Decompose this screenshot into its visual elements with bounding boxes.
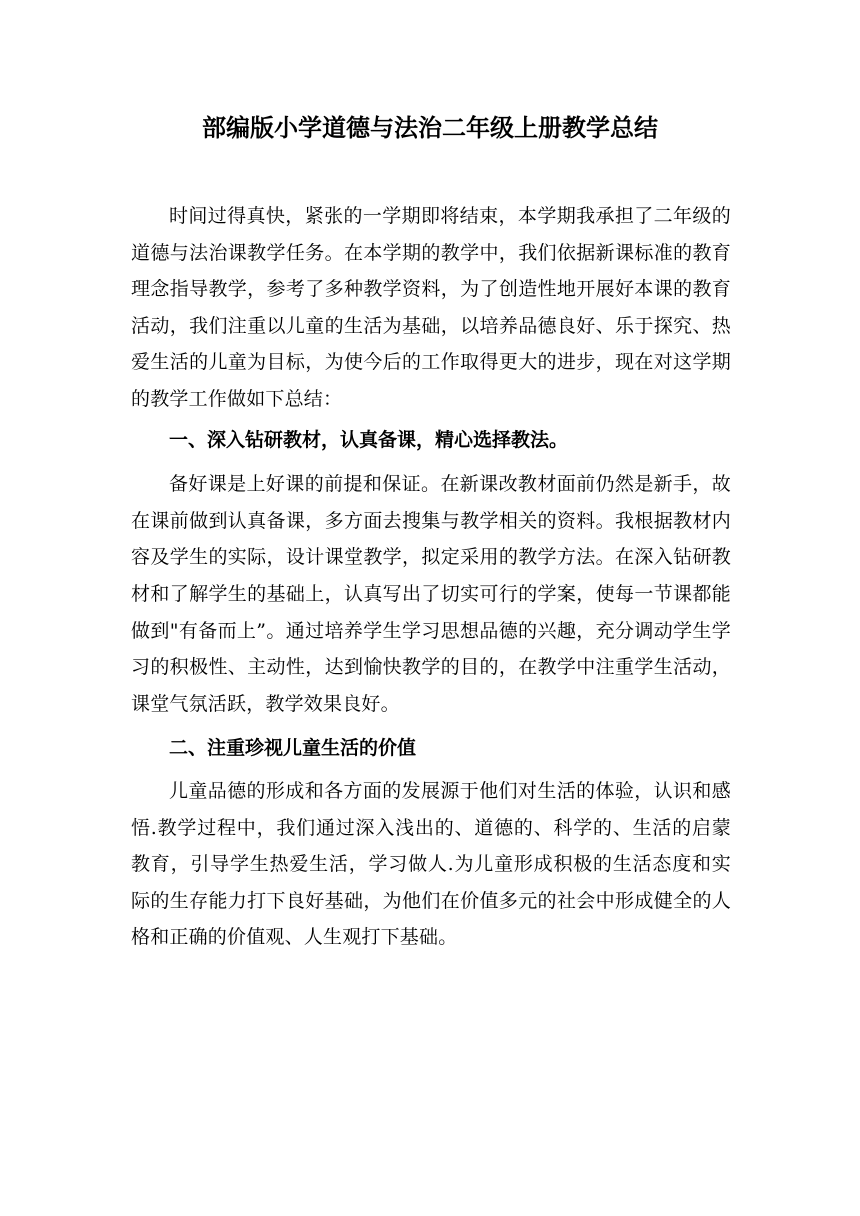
- section-heading-1: 一、深入钻研教材，认真备课，精心选择教法。: [169, 428, 569, 451]
- intro-paragraph: 时间过得真快，紧张的一学期即将结束，本学期我承担了二年级的道德与法治课教学任务。在本学期的教学中，我们依据新课标准的教育理念指导教学，参考了多种教学资料，为了创造性地开展好本课的教育活动，我们注重以儿童的生活为基础，以培养品德良好、乐于探究、热爱生活的儿童为目标，为使今后的工作取得更大的进步，现在对这学期的教学工作做如下总结：: [131, 205, 731, 410]
- document-body: [131, 198, 731, 956]
- section-paragraph-2: 儿童品德的形成和各方面的发展源于他们对生活的体验，认识和感悟.教学过程中，我们通过深入浅出的、道德的、科学的、生活的启蒙教育，引导学生热爱生活，学习做人.为儿童形成积极的生活态度和实际的生存能力打下良好基础，为他们在价值多元的社会中形成健全的人格和正确的价值观、人生观打下基础。: [131, 779, 731, 949]
- section-heading-2: 二、注重珍视儿童生活的价值: [169, 737, 417, 760]
- section-paragraph-1: 备好课是上好课的前提和保证。在新课改教材面前仍然是新手，故在课前做到认真备课，多方面去搜集与教学相关的资料。我根据教材内容及学生的实际，设计课堂教学，拟定采用的教学方法。在深入钻研教材和了解学生的基础上，认真写出了切实可行的学案，使每一节课都能做到"有备而上”。通过培养学生学习思想品德的兴趣，充分调动学生学习的积极性、主动性，达到愉快教学的目的，在教学中注重学生活动，课堂气氛活跃，教学效果良好。: [131, 473, 731, 715]
- document-title: 部编版小学道德与法治二年级上册教学总结: [202, 113, 658, 142]
